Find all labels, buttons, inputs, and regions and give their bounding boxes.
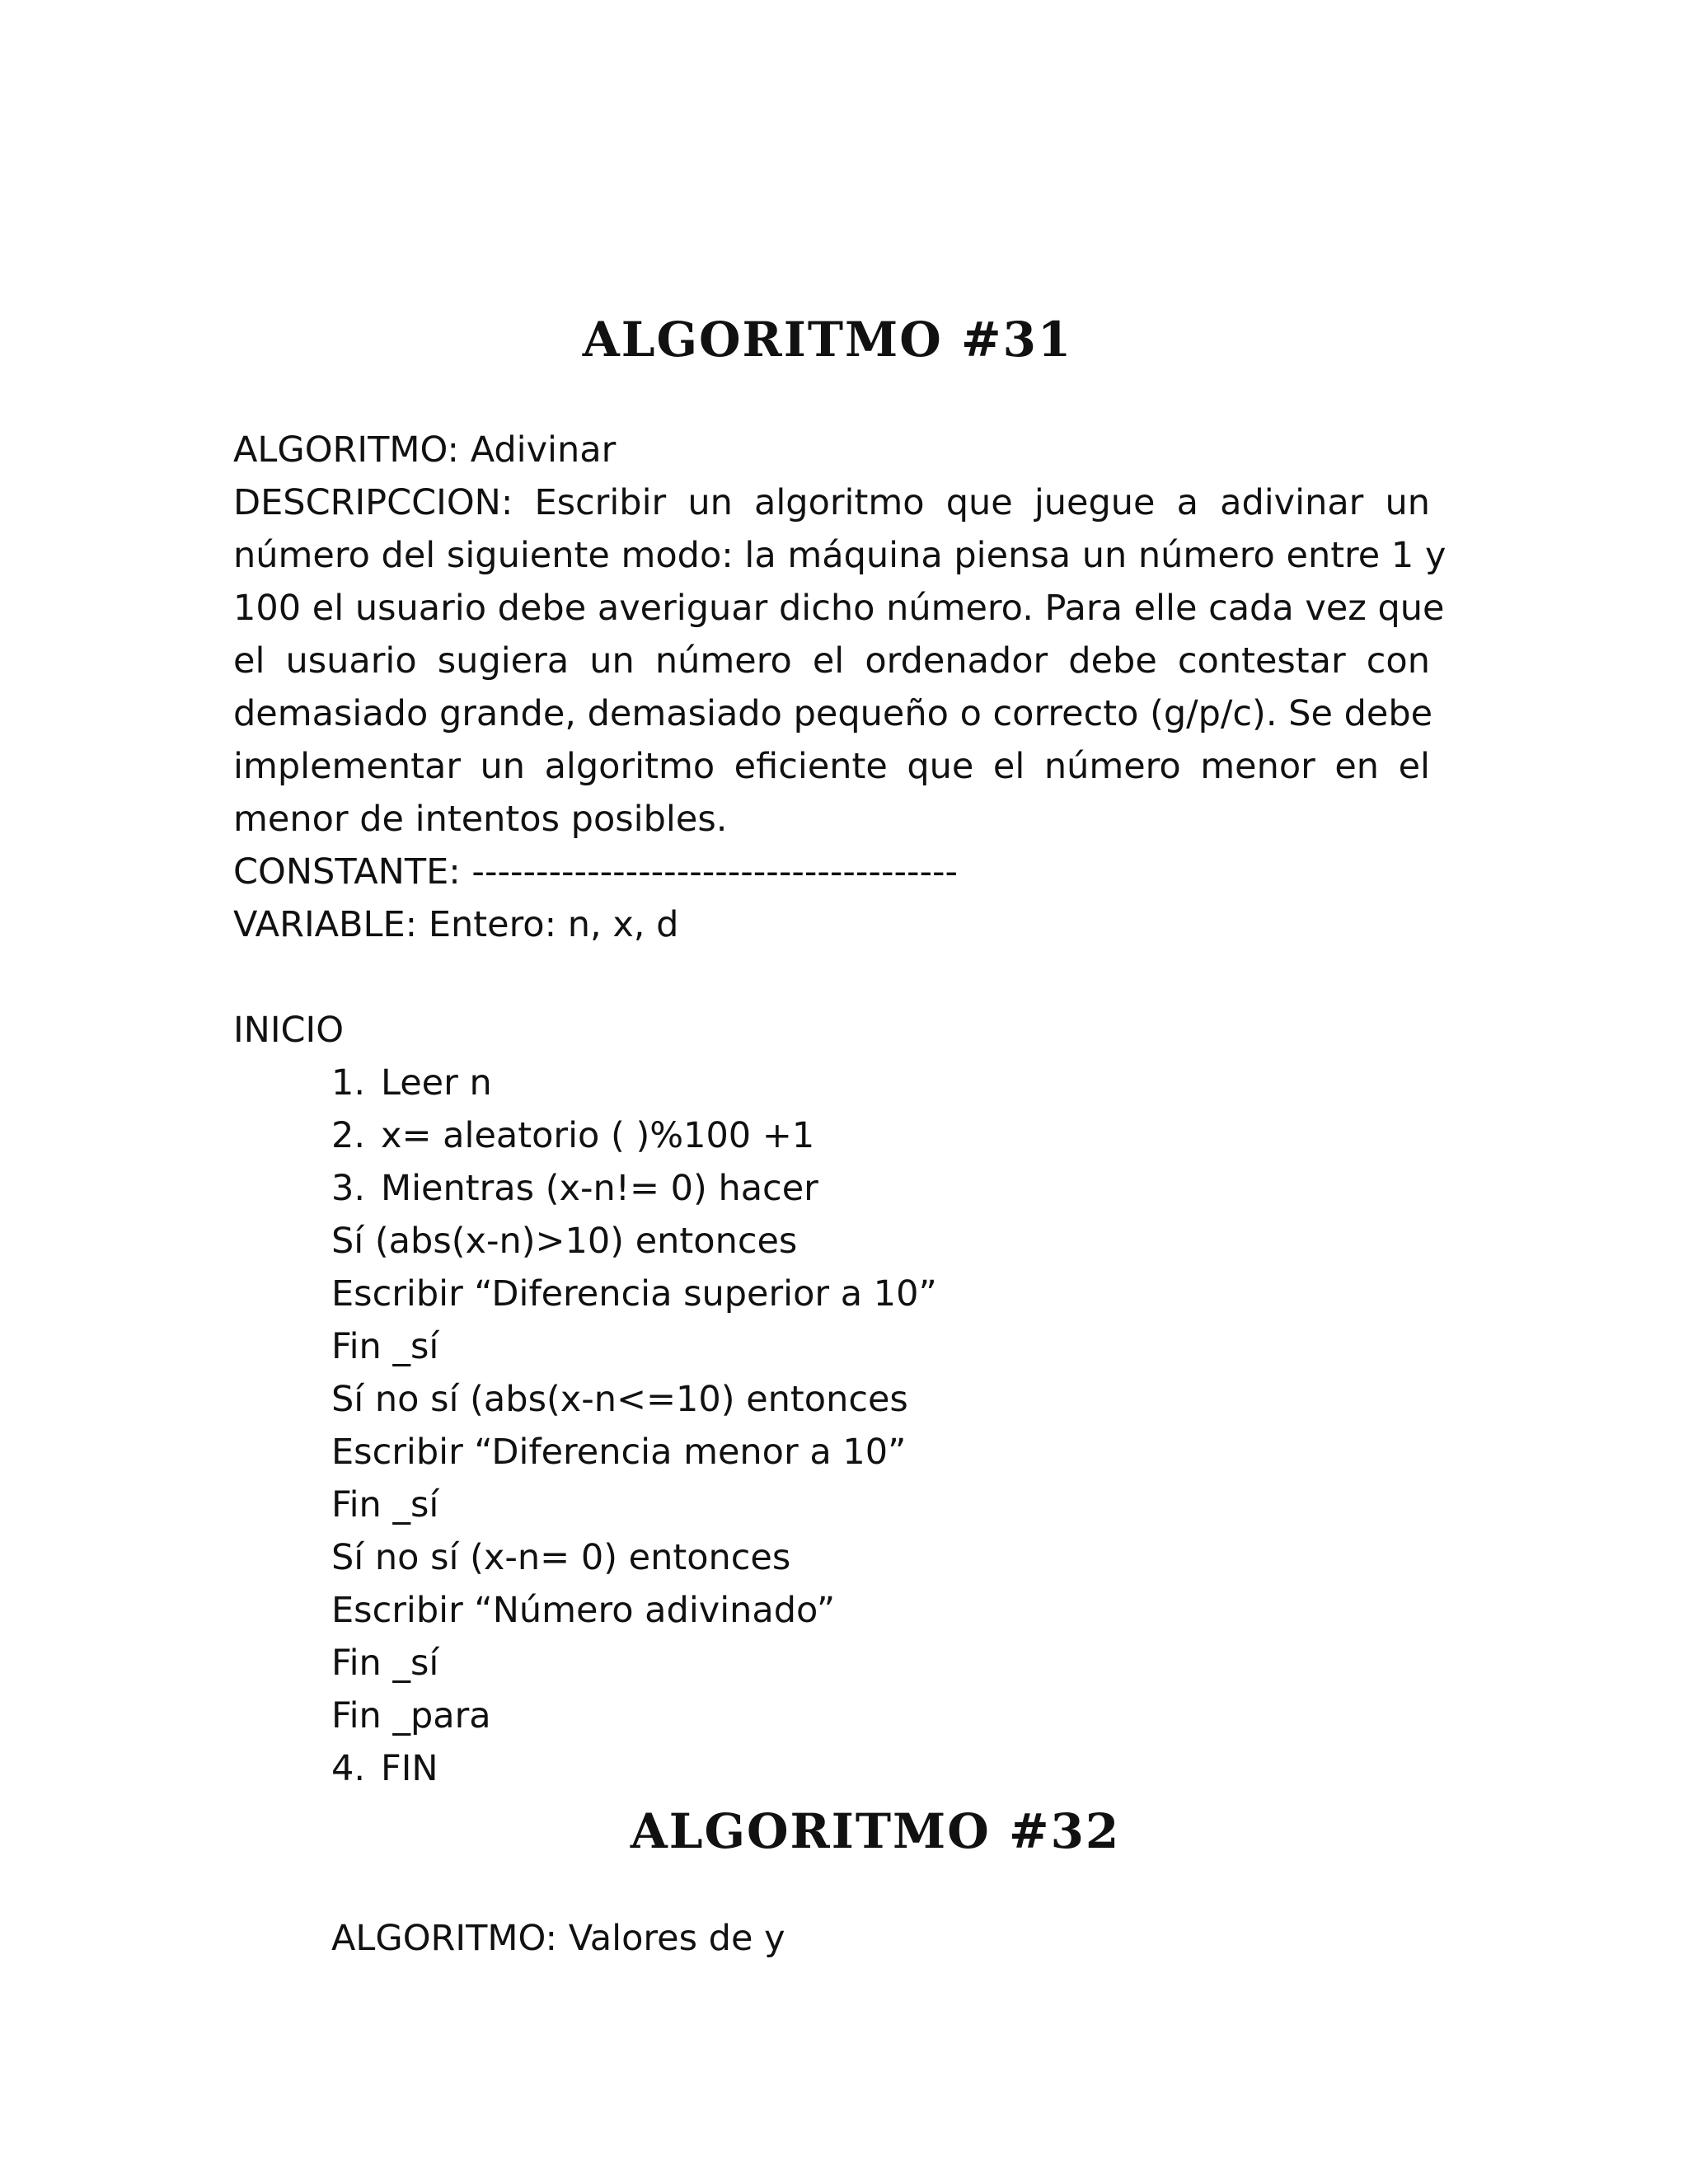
description-line-3: 100 el usuario debe averiguar dicho número. Para elle cada vez que bbox=[233, 588, 1445, 629]
step-3 bbox=[331, 1162, 818, 1215]
body-line-10: Fin _para bbox=[331, 1695, 491, 1736]
description-line-6: implementar un algoritmo eficiente que el número menor en el bbox=[233, 746, 1430, 787]
description-line-7: menor de intentos posibles. bbox=[233, 799, 728, 840]
step-2-text: x= aleatorio ( )%100 +1 bbox=[381, 1115, 815, 1156]
step-3-number: 3. bbox=[331, 1168, 366, 1209]
body-line-5: Escribir “Diferencia menor a 10” bbox=[331, 1432, 907, 1473]
algorithm-32-name-line: ALGORITMO: Valores de y bbox=[331, 1918, 785, 1959]
constante-line: CONSTANTE: -------------------------------------- bbox=[233, 851, 959, 893]
description-line-2: número del siguiente modo: la máquina piensa un número entre 1 y bbox=[233, 535, 1447, 576]
step-4-number: 4. bbox=[331, 1748, 366, 1789]
heading-algoritmo-32: ALGORITMO #32 bbox=[630, 1803, 1121, 1859]
description-line-5: demasiado grande, demasiado pequeño o correcto (g/p/c). Se debe bbox=[233, 693, 1433, 734]
body-line-7: Sí no sí (x-n= 0) entonces bbox=[331, 1537, 791, 1578]
step-1-text: Leer n bbox=[381, 1062, 492, 1104]
step-3-text: Mientras (x-n!= 0) hacer bbox=[381, 1168, 818, 1209]
step-1-number: 1. bbox=[331, 1062, 366, 1104]
step-4-text: FIN bbox=[381, 1748, 438, 1789]
body-line-1: Sí (abs(x-n)>10) entonces bbox=[331, 1221, 798, 1262]
body-line-2: Escribir “Diferencia superior a 10” bbox=[331, 1273, 937, 1315]
body-line-9: Fin _sí bbox=[331, 1643, 439, 1684]
algorithm-name-line: ALGORITMO: Adivinar bbox=[233, 429, 617, 471]
step-2 bbox=[331, 1109, 814, 1162]
inicio-line: INICIO bbox=[233, 1010, 345, 1051]
body-line-8: Escribir “Número adivinado” bbox=[331, 1590, 836, 1631]
body-line-4: Sí no sí (abs(x-n<=10) entonces bbox=[331, 1379, 908, 1420]
step-4 bbox=[331, 1742, 438, 1795]
description-line-4: el usuario sugiera un número el ordenador debe contestar con bbox=[233, 640, 1430, 682]
step-2-number: 2. bbox=[331, 1115, 366, 1156]
heading-algoritmo-31: ALGORITMO #31 bbox=[582, 312, 1073, 368]
variable-line: VARIABLE: Entero: n, x, d bbox=[233, 904, 679, 945]
body-line-3: Fin _sí bbox=[331, 1326, 439, 1367]
body-line-6: Fin _sí bbox=[331, 1484, 439, 1526]
description-line-1: DESCRIPCCION: Escribir un algoritmo que juegue a adivinar un bbox=[233, 482, 1430, 523]
step-1 bbox=[331, 1057, 492, 1109]
